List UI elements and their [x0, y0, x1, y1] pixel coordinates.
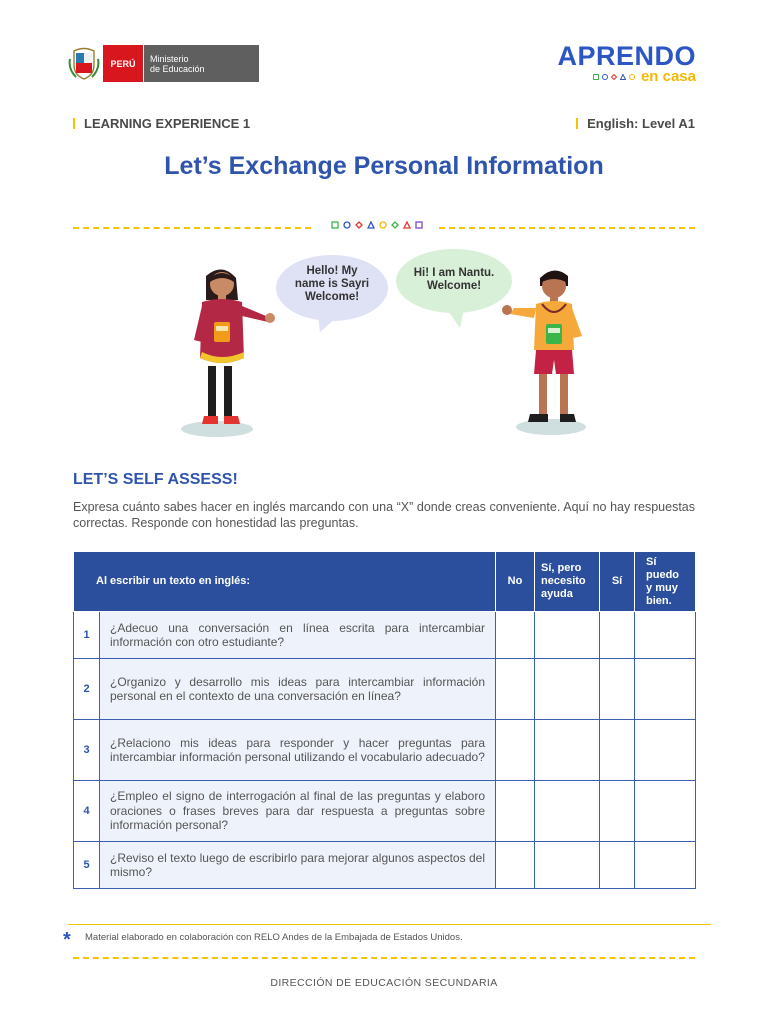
- answer-cell-si-muy-bien[interactable]: [635, 659, 696, 720]
- nantu-speech-bubble: Hi! I am Nantu. Welcome!: [413, 267, 495, 292]
- row-number: 2: [74, 659, 100, 720]
- row-question: ¿Adecuo una conversación en línea escrita para intercambiar información con otro estudiante?: [100, 612, 496, 659]
- header-si: Sí: [600, 552, 635, 612]
- page-title: Let’s Exchange Personal Information: [164, 152, 604, 180]
- peru-label: PERÚ: [103, 45, 143, 82]
- level-label: English: Level A1: [587, 116, 695, 131]
- answer-cell-si-pero[interactable]: [535, 842, 600, 889]
- nantu-figure: [502, 270, 582, 422]
- table-row: [74, 842, 696, 889]
- students-illustration: [170, 248, 600, 448]
- yellow-marker: [576, 118, 578, 129]
- asterisk-icon: *: [63, 929, 71, 951]
- ministry-name: Ministerio de Educación: [143, 45, 259, 82]
- table-row: [74, 659, 696, 720]
- answer-cell-no[interactable]: [496, 842, 535, 889]
- collaboration-note: Material elaborado en colaboración con RELO Andes de la Embajada de Estados Unidos.: [85, 932, 463, 943]
- sayri-figure: [194, 269, 275, 424]
- answer-cell-si-muy-bien[interactable]: [635, 781, 696, 842]
- dialogue-illustration: [170, 248, 600, 448]
- aprendo-en-casa-logo: [557, 41, 696, 85]
- answer-cell-si[interactable]: [600, 720, 635, 781]
- table-row: [74, 612, 696, 659]
- answer-cell-si-pero[interactable]: [535, 612, 600, 659]
- footer-divider: [73, 957, 695, 959]
- yellow-marker: [73, 118, 75, 129]
- answer-cell-si[interactable]: [600, 781, 635, 842]
- answer-cell-si-pero[interactable]: [535, 720, 600, 781]
- answer-cell-si-muy-bien[interactable]: [635, 720, 696, 781]
- department-name: DIRECCIÓN DE EDUCACIÓN SECUNDARIA: [270, 977, 498, 989]
- answer-cell-si[interactable]: [600, 612, 635, 659]
- header-question: Al escribir un texto en inglés:: [74, 552, 496, 612]
- answer-cell-si-muy-bien[interactable]: [635, 612, 696, 659]
- coat-of-arms-icon: [68, 45, 100, 82]
- self-assess-instructions: Expresa cuánto sabes hacer en inglés marcando con una “X” donde creas conveniente. Aquí no hay respuestas correctas. Responde con honestidad las preguntas.: [73, 500, 695, 530]
- answer-cell-si[interactable]: [600, 659, 635, 720]
- answer-cell-si-pero[interactable]: [535, 781, 600, 842]
- table-row: [74, 720, 696, 781]
- row-question: ¿Relaciono mis ideas para responder y hacer preguntas para intercambiar información personal utilizando el vocabulario adecuado?: [100, 720, 496, 781]
- row-question: ¿Organizo y desarrollo mis ideas para intercambiar información personal en el contexto de una conversación en línea?: [100, 659, 496, 720]
- row-question: ¿Empleo el signo de interrogación al final de las preguntas y elaboro oraciones o frases breves para dar respuesta a preguntas sobre información personal?: [100, 781, 496, 842]
- level: [576, 116, 695, 131]
- header-si-muy-bien: Sí puedo y muy bien.: [635, 552, 696, 612]
- table-header-row: [74, 552, 696, 612]
- header-si-pero: Sí, pero necesito ayuda: [535, 552, 600, 612]
- self-assess-heading: LET’S SELF ASSESS!: [73, 471, 238, 488]
- row-number: 3: [74, 720, 100, 781]
- section-divider: [73, 221, 695, 235]
- learning-experience-label: LEARNING EXPERIENCE 1: [84, 116, 251, 131]
- brand-shapes-icon: [593, 74, 635, 80]
- answer-cell-no[interactable]: [496, 781, 535, 842]
- answer-cell-no[interactable]: [496, 612, 535, 659]
- row-number: 4: [74, 781, 100, 842]
- ministry-logo: [68, 45, 259, 82]
- self-assessment-table: [73, 551, 696, 889]
- answer-cell-no[interactable]: [496, 720, 535, 781]
- divider-shapes-icon: [331, 221, 423, 229]
- row-question: ¿Reviso el texto luego de escribirlo para mejorar algunos aspectos del mismo?: [100, 842, 496, 889]
- answer-cell-no[interactable]: [496, 659, 535, 720]
- answer-cell-si-pero[interactable]: [535, 659, 600, 720]
- row-number: 1: [74, 612, 100, 659]
- footer-rule: [68, 924, 711, 925]
- learning-experience: [73, 116, 250, 131]
- table-row: [74, 781, 696, 842]
- answer-cell-si-muy-bien[interactable]: [635, 842, 696, 889]
- row-number: 5: [74, 842, 100, 889]
- brand-sub: en casa: [640, 68, 696, 85]
- brand-main: APRENDO: [557, 41, 696, 71]
- sayri-speech-bubble: Hello! My name is Sayri Welcome!: [294, 265, 370, 303]
- header-no: No: [496, 552, 535, 612]
- answer-cell-si[interactable]: [600, 842, 635, 889]
